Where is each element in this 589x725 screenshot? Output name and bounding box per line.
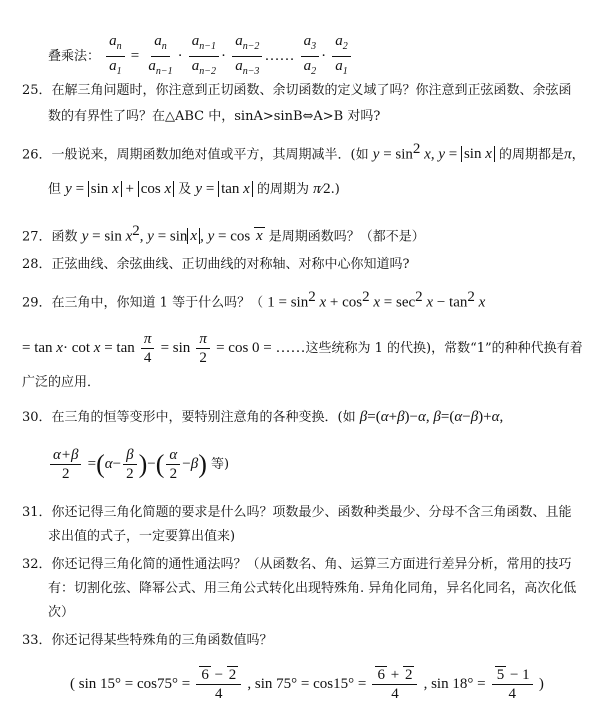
- q28-line: 28．正弦曲线、余弦曲线、正切曲线的对称轴、对称中心你知道吗?: [22, 257, 410, 272]
- q30-line1: 30．在三角的恒等变形中，要特别注意角的各种变换．(如 β=(α+β)−α, β=(α−β)+α,: [22, 409, 504, 425]
- q25-line1: 25．在解三角问题时，你注意到正切函数、余切函数的定义域了吗？你注意到正弦函数、余弦函: [22, 83, 572, 98]
- q31-line2: 求出值的式子，一定要算出值来): [48, 529, 236, 544]
- q26-line2: 但 y = sin x + cos x 及 y = tan x 的周期为 π⁄2.): [48, 181, 340, 197]
- q29-line3: 广泛的应用．: [22, 375, 101, 390]
- q32-line1: 32．你还记得三角化简的通性通法吗？（从函数名、角、运算三方面进行差异分析，常用的技巧: [22, 557, 572, 572]
- q27-line: 27．函数 $y = \sin x^2$, y = sin x , y = cos x 是周期函数吗？（都不是）: [22, 223, 425, 245]
- q31-line1: 31．你还记得三角化简题的要求是什么吗？项数最少、函数种类最少、分母不含三角函数、且能: [22, 505, 572, 520]
- q24-label: 叠乘法：: [48, 49, 101, 64]
- q33-values: ( sin 15° = cos75° = $\frac{6 - 2}{4}$ , sin 75° = cos15° = $\frac{6 + 2}{4}$ , sin 18° = $\frac{5 - 1}{4}$ ): [70, 667, 544, 702]
- q29-line2: = tan x· cot x = tan $\frac{\pi}{4}$ = sin $\frac{\pi}{2}$ = cos 0 = ……这些统称为 1 的代换)，常数“1”的种种代换有着: [22, 331, 583, 366]
- q26-line1: 26．一般说来，周期函数加绝对值或平方，其周期减半．(如 $y = \sin^2 x$, y = sin x 的周期都是π，: [22, 141, 585, 163]
- q24-formula: 叠乘法： $\frac{a_n}{a_1}$ = $\frac{a_n}{a_{n-1}}$ · $\frac{a_{n-1}}{a_{n-2}}$ · $\frac{a_{n-2}}{a_{n-3}}$ …… $\frac{a_3}{a_2}$ · $\frac{a_2}{a_1}$: [48, 32, 353, 81]
- q29-line1: 29．在三角中，你知道 1 等于什么吗？（ $1 = \sin^2 x + \cos^2 x = \sec^2 x - \tan^2 x$: [22, 289, 486, 311]
- q25-line2: 数的有界性了吗？在△ABC 中，sinA>sinB⇔A>B 对吗?: [48, 109, 381, 124]
- q32-line2: 有：切割化弦、降幂公式、用三角公式转化出现特殊角. 异角化同角，异名化同名，高次化低: [48, 581, 577, 596]
- q33-line: 33．你还记得某些特殊角的三角函数值吗？: [22, 633, 273, 648]
- q30-line2: $\frac{\alpha+\beta}{2}$ =(α− $\frac{\beta}{2}$ )−( $\frac{\alpha}{2}$ −β) 等): [48, 446, 229, 483]
- q32-line3: 次）: [48, 605, 75, 620]
